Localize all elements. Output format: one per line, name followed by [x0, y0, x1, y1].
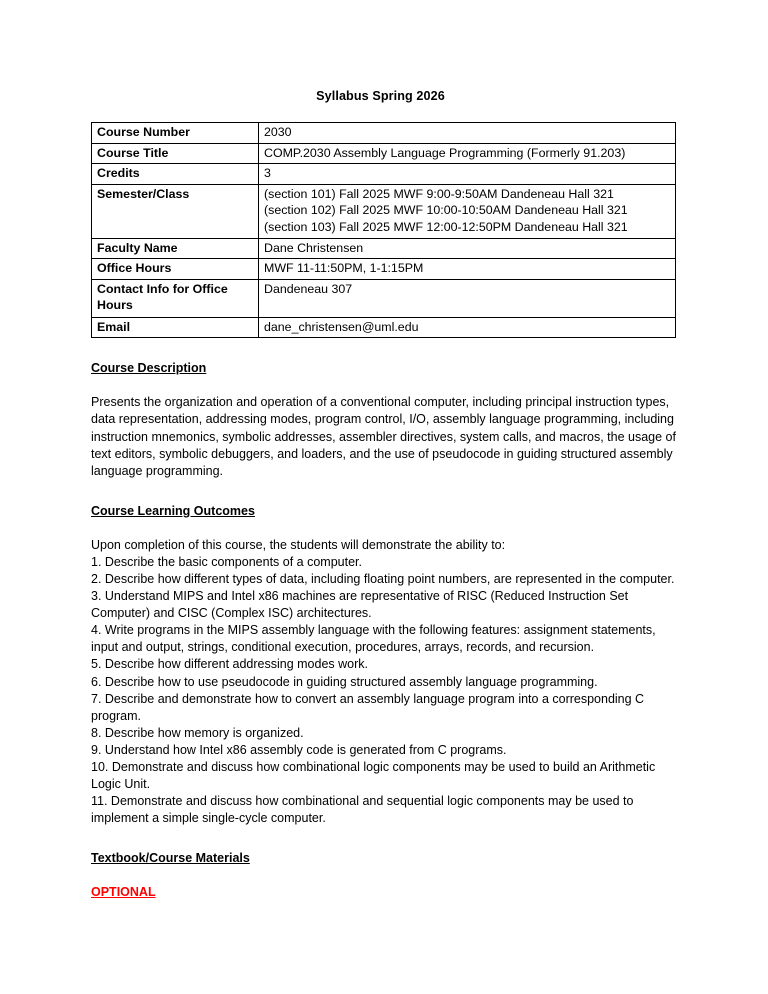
table-row: [92, 123, 676, 144]
table-cell-label: Semester/Class: [92, 184, 259, 238]
table-cell-value: [259, 279, 676, 317]
table-cell-value-line: Dane Christensen: [264, 240, 364, 255]
course-learning-outcome-item: 8. Describe how memory is organized.: [91, 725, 304, 740]
textbook-section: [91, 850, 680, 901]
table-cell-label: Course Title: [92, 143, 259, 164]
table-cell-value: [259, 317, 676, 338]
course-learning-outcomes-intro: Upon completion of this course, the students will demonstrate the ability to:: [91, 537, 506, 552]
table-cell-value-line: (section 103) Fall 2025 MWF 12:00-12:50PM Dandeneau Hall 321: [264, 219, 628, 234]
table-cell-value-line: dane_christensen@uml.edu: [264, 319, 419, 334]
table-cell-value-line: 2030: [264, 125, 292, 139]
table-cell-value-line: MWF 11-11:50PM, 1-1:15PM: [264, 261, 424, 276]
table-row: [92, 184, 676, 238]
table-row: [92, 238, 676, 259]
table-cell-label: Credits: [92, 164, 259, 185]
course-learning-outcome-item: 6. Describe how to use pseudocode in guiding structured assembly language programming.: [91, 674, 598, 689]
table-cell-label: Contact Info for Office Hours: [92, 279, 259, 317]
table-cell-label: Course Number: [92, 123, 259, 144]
table-cell-value-line: COMP.2030 Assembly Language Programming (Formerly 91.203): [264, 145, 626, 160]
table-cell-label: Faculty Name: [92, 238, 259, 259]
table-cell-value-line: (section 101) Fall 2025 MWF 9:00-9:50AM Dandeneau Hall 321: [264, 186, 614, 201]
textbook-heading: Textbook/Course Materials: [91, 851, 250, 866]
table-row: [92, 164, 676, 185]
table-cell-value: [259, 259, 676, 280]
table-cell-value-line: Dandeneau 307: [264, 281, 353, 296]
course-learning-outcome-item: 11. Demonstrate and discuss how combinational and sequential logic components may be used to implement a simple single-cycle computer.: [91, 794, 634, 826]
course-learning-outcomes-section: [91, 503, 680, 828]
course-learning-outcome-item: 3. Understand MIPS and Intel x86 machines are representative of RISC (Reduced Instruction Set Computer) and CISC (Complex ISC) architectures.: [91, 589, 629, 621]
course-info-table-body: [92, 123, 676, 338]
table-cell-label: Office Hours: [92, 259, 259, 280]
page-title: Syllabus Spring 2026: [316, 89, 445, 103]
table-row: [92, 279, 676, 317]
course-learning-outcomes-list: [91, 554, 680, 828]
table-cell-value: [259, 143, 676, 164]
course-learning-outcome-item: 4. Write programs in the MIPS assembly language with the following features: assignment statements, input and output, strings, conditional execution, procedures, arrays, records, and recursion.: [91, 623, 656, 655]
course-learning-outcomes-body-block: [91, 537, 680, 828]
table-cell-value-line: 3: [264, 166, 271, 181]
course-description-heading: Course Description: [91, 361, 207, 376]
table-cell-value: [259, 184, 676, 238]
course-learning-outcome-item: 7. Describe and demonstrate how to convert an assembly language program into a corresponding C program.: [91, 691, 645, 723]
table-row: [92, 259, 676, 280]
textbook-optional-label: OPTIONAL: [91, 885, 156, 900]
table-row: [92, 143, 676, 164]
course-learning-outcome-item: 5. Describe how different addressing modes work.: [91, 657, 368, 672]
table-row: [92, 317, 676, 338]
course-learning-outcome-item: 9. Understand how Intel x86 assembly code is generated from C programs.: [91, 742, 507, 757]
course-info-table: [91, 122, 676, 338]
table-cell-value: [259, 164, 676, 185]
course-learning-outcome-item: 2. Describe how different types of data, including floating point numbers, are represented in the computer.: [91, 572, 675, 586]
course-description-section: [91, 360, 680, 479]
table-cell-value: [259, 238, 676, 259]
course-description-text: Presents the organization and operation of a conventional computer, including principal instruction types, data representation, addressing modes, program control, I/O, assembly language programming, including instruction mnemonics, symbolic addresses, assembler directives, system calls, and macros, the usage of text editors, symbolic debuggers, and loaders, and the use of pseudocode in guiding structured assembly language programming.: [91, 395, 676, 478]
course-learning-outcomes-heading: Course Learning Outcomes: [91, 503, 255, 518]
table-cell-label: Email: [92, 317, 259, 338]
table-cell-value-line: (section 102) Fall 2025 MWF 10:00-10:50AM Dandeneau Hall 321: [264, 203, 628, 218]
table-cell-value: [259, 123, 676, 144]
course-learning-outcome-item: 1. Describe the basic components of a computer.: [91, 554, 362, 569]
course-learning-outcome-item: 10. Demonstrate and discuss how combinational logic components may be used to build an Arithmetic Logic Unit.: [91, 760, 656, 792]
course-description-body-block: [91, 394, 680, 479]
